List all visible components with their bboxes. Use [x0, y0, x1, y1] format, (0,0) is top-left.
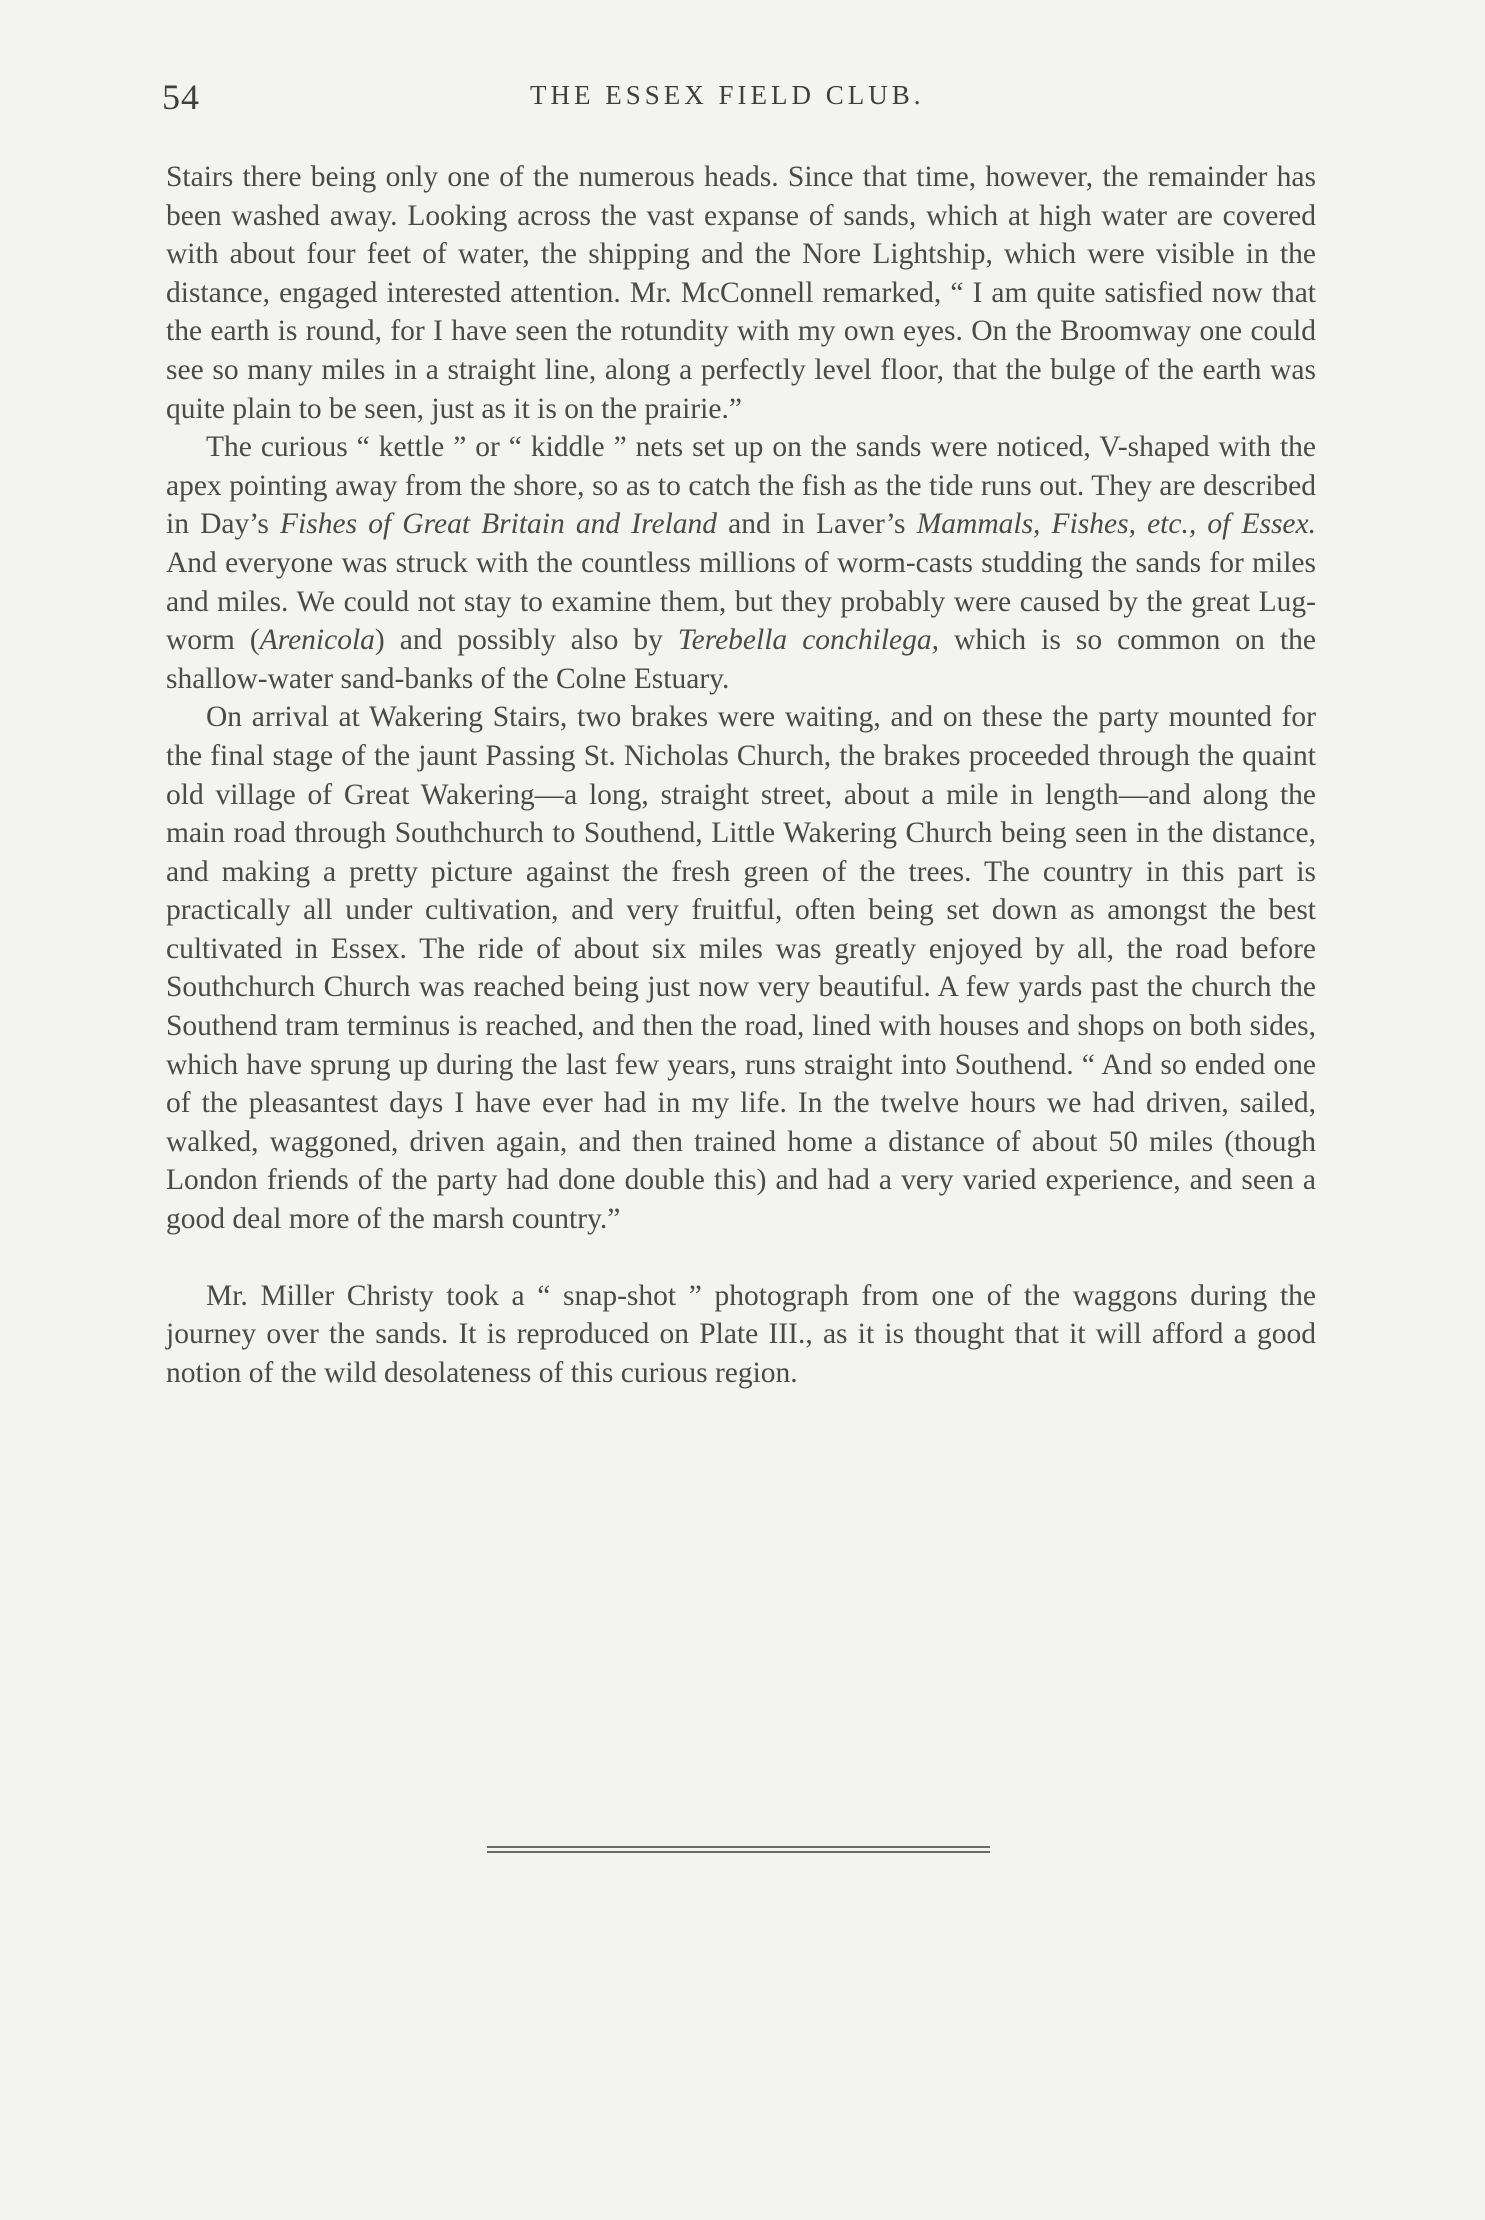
italic-book-title: Mammals, Fishes, etc., of Essex. [916, 508, 1316, 541]
text-run: The curious “ kettle ” or “ kiddle ” nets set up on the sands were noticed, V-shaped with the apex pointing away from the shore, so as to catch the fish as the tide runs out. They are described in Day’s [166, 431, 1316, 541]
body-text [166, 158, 1316, 1392]
paragraph-snap-shot: Mr. Miller Christy took a “ snap-shot ” photograph from one of the waggons during the journey over the sands. It is reproduced on Plate III., as it is thought that it will afford a good notion of the wild desolateness of this curious region. [166, 1279, 1316, 1389]
end-of-section-rule [487, 1846, 990, 1854]
text-run: ) and possibly also by [374, 624, 678, 657]
paragraph-kettle-nets [166, 428, 1316, 698]
text-run: and in Laver’s [717, 508, 917, 541]
italic-species-name: Terebella conchilega, [677, 624, 939, 657]
italic-species-name: Arenicola [259, 624, 375, 657]
running-title: THE ESSEX FIELD CLUB. [530, 80, 925, 110]
rule-line [487, 1846, 990, 1848]
paragraph-wakering-stairs: On arrival at Wakering Stairs, two brakes were waiting, and on these the party mounted for the final stage of the jaunt Passing St. Nicholas Church, the brakes proceeded through the quaint old village of Great Wakering—a long, straight street, about a mile in length—and along the main road through Southchurch to Southend, Little Wakering Church being seen in the distance, and making a pretty picture against the fresh green of the trees. The country in this part is practically all under cultivation, and very fruitful, often being set down as amongst the best cultivated in Essex. The ride of about six miles was greatly enjoyed by all, the road before Southchurch Church was reached being just now very beautiful. A few yards past the church the Southend tram terminus is reached, and then the road, lined with houses and shops on both sides, which have sprung up during the last few years, runs straight into Southend. “ And so ended one of the pleasantest days I have ever had in my life. In the twelve hours we had driven, sailed, walked, waggoned, driven again, and then trained home a distance of about 50 miles (though London friends of the party had done double this) and had a very varied experience, and seen a good deal more of the marsh country.” [166, 701, 1316, 1236]
rule-line [487, 1851, 990, 1853]
page-number: 54 [162, 77, 200, 117]
running-head [160, 76, 1325, 126]
paragraph-broomway: Stairs there being only one of the numerous heads. Since that time, however, the remainder has been washed away. Looking across the vast expanse of sands, which at high water are covered with about four feet of water, the shipping and the Nore Lightship, which were visible in the distance, engaged interested attention. Mr. McConnell remarked, “ I am quite satisfied now that the earth is round, for I have seen the rotundity with my own eyes. On the Broomway one could see so many miles in a straight line, along a perfectly level floor, that the bulge of the earth was quite plain to be seen, just as it is on the prairie.” [166, 161, 1316, 425]
italic-book-title: Fishes of Great Britain and Ireland [280, 508, 718, 541]
text-run: which is so common on the shallow-water sand-banks of the Colne Estuary. [166, 624, 1316, 695]
text-run: And everyone was struck with the countless millions of worm-casts studding the sands for miles and miles. We could not stay to examine them, but they probably were caused by the great Lug-worm ( [166, 546, 1316, 657]
